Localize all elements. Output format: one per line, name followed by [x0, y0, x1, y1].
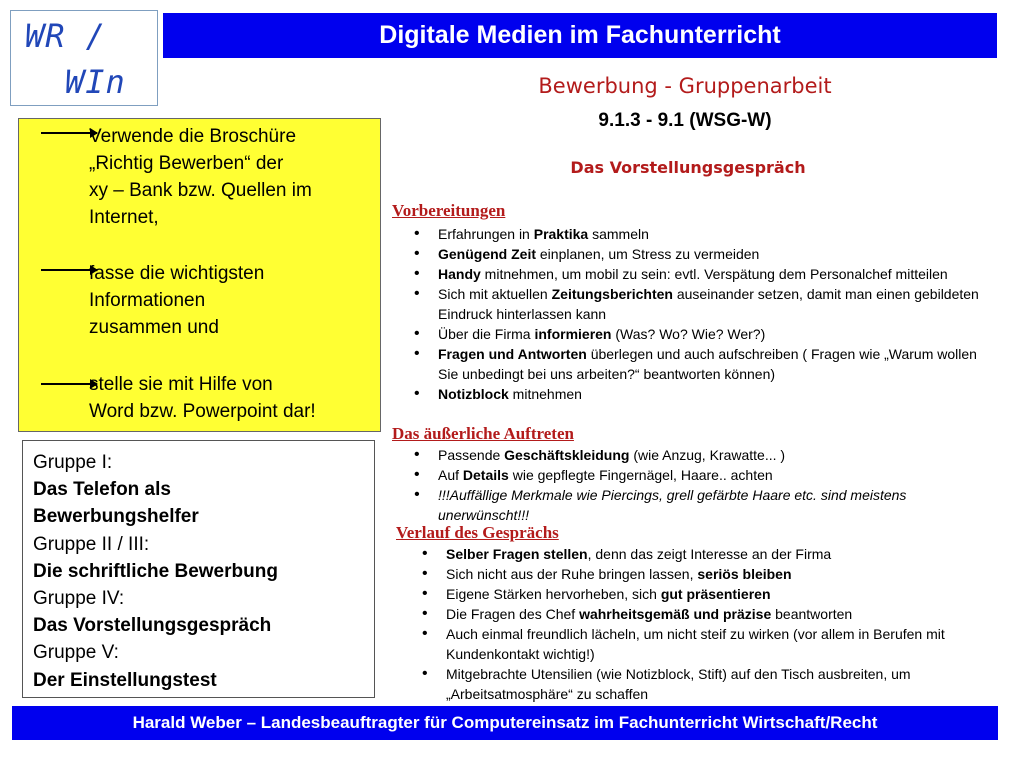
list-item: • Handy mitnehmen, um mobil zu sein: evtl. Verspätung dem Personalchef mitteilen: [410, 264, 1020, 284]
group-topic: Bewerbungshelfer: [33, 506, 199, 528]
list-item: • Erfahrungen in Praktika sammeln: [410, 224, 1020, 244]
logo-line-1: WR /: [25, 17, 107, 55]
section-list-interview: [418, 544, 1008, 704]
instruction-step-2: [89, 260, 374, 341]
step-2-line: zusammen und: [89, 317, 219, 338]
section-heading: Das äußerliche Auftreten: [392, 424, 574, 443]
group-label: Gruppe II / III:: [33, 533, 150, 555]
step-1-line: „Richtig Bewerben“ der: [89, 153, 284, 174]
curriculum-code: 9.1.3 - 9.1 (WSG-W): [598, 110, 772, 131]
step-2-line: Informationen: [89, 290, 206, 311]
groups-box: [22, 440, 375, 698]
list-item: • Mitgebrachte Utensilien (wie Notizblock, Stift) auf den Tisch ausbreiten, um „Arbeitsatmosphäre“ zu schaffen: [418, 664, 1008, 704]
group-label: Gruppe I:: [33, 452, 113, 473]
group-topic: Das Vorstellungsgespräch: [33, 615, 272, 637]
footer-text: Harald Weber – Landesbeauftragter für Computereinsatz im Fachunterricht Wirtschaft/Recht: [132, 713, 878, 732]
group-topic: Der Einstellungstest: [33, 669, 217, 691]
document-title: Das Vorstellungsgespräch: [570, 158, 806, 177]
list-item: • Notizblock mitnehmen: [410, 384, 1020, 404]
group-label: Gruppe V:: [33, 642, 119, 664]
instruction-box: [18, 118, 381, 432]
list-item: • Genügend Zeit einplanen, um Stress zu vermeiden: [410, 244, 1020, 264]
step-3-line: Word bzw. Powerpoint dar!: [89, 401, 316, 422]
instruction-step-3: [89, 371, 374, 425]
logo-line-2: WIn: [65, 63, 126, 101]
document-title-wrap: [388, 158, 1018, 177]
list-item: • Die Fragen des Chef wahrheitsgemäß und präzise beantworten: [418, 604, 1008, 624]
instruction-step-1: [89, 123, 374, 231]
group-label: Gruppe IV:: [33, 588, 125, 610]
page-header: [163, 13, 997, 58]
group-topic: Das Telefon als: [33, 479, 171, 501]
list-item: • Eigene Stärken hervorheben, sich gut präsentieren: [418, 584, 1008, 604]
list-item: • Fragen und Antworten überlegen und auch aufschreiben ( Fragen wie „Warum wollen Sie unbedingt bei uns arbeiten?“ beantworten können): [410, 344, 1020, 384]
list-item: • Auf Details wie gepflegte Fingernägel, Haare.. achten: [410, 465, 980, 485]
step-1-line: Internet,: [89, 207, 159, 228]
group-topic: Die schriftliche Bewerbung: [33, 560, 278, 582]
topic-title: [380, 74, 990, 98]
topic-part-2: Gruppenarbeit: [678, 74, 832, 98]
list-item: • !!!Auffällige Merkmale wie Piercings, grell gefärbte Haare etc. sind meistens unerwünscht!!!: [410, 485, 980, 525]
page-title: Digitale Medien im Fachunterricht: [379, 21, 781, 49]
topic-separator: -: [657, 74, 679, 98]
list-item: • Selber Fragen stellen, denn das zeigt Interesse an der Firma: [418, 544, 1008, 564]
list-item: • Sich mit aktuellen Zeitungsberichten auseinander setzen, damit man einen gebildeten Eindruck hinterlassen kann: [410, 284, 1020, 324]
page-footer: [12, 706, 998, 740]
list-item: • Sich nicht aus der Ruhe bringen lassen, seriös bleiben: [418, 564, 1008, 584]
list-item: • Passende Geschäftskleidung (wie Anzug, Krawatte... ): [410, 445, 980, 465]
step-1-line: Verwende die Broschüre: [89, 126, 297, 147]
section-heading: Vorbereitungen: [392, 201, 506, 220]
step-1-line: xy – Bank bzw. Quellen im: [89, 180, 312, 201]
section-list-appearance: [410, 445, 980, 525]
section-heading: Verlauf des Gesprächs: [396, 523, 559, 542]
section-list-preparation: [410, 224, 1020, 404]
topic-part-1: Bewerbung: [538, 74, 658, 98]
list-item: • Über die Firma informieren (Was? Wo? Wie? Wer?): [410, 324, 1020, 344]
logo: [10, 10, 158, 106]
step-2-line: fasse die wichtigsten: [89, 263, 265, 284]
list-item: • Auch einmal freundlich lächeln, um nicht steif zu wirken (vor allem in Berufen mit Kundenkontakt wichtig!): [418, 624, 1008, 664]
step-3-line: stelle sie mit Hilfe von: [89, 374, 273, 395]
